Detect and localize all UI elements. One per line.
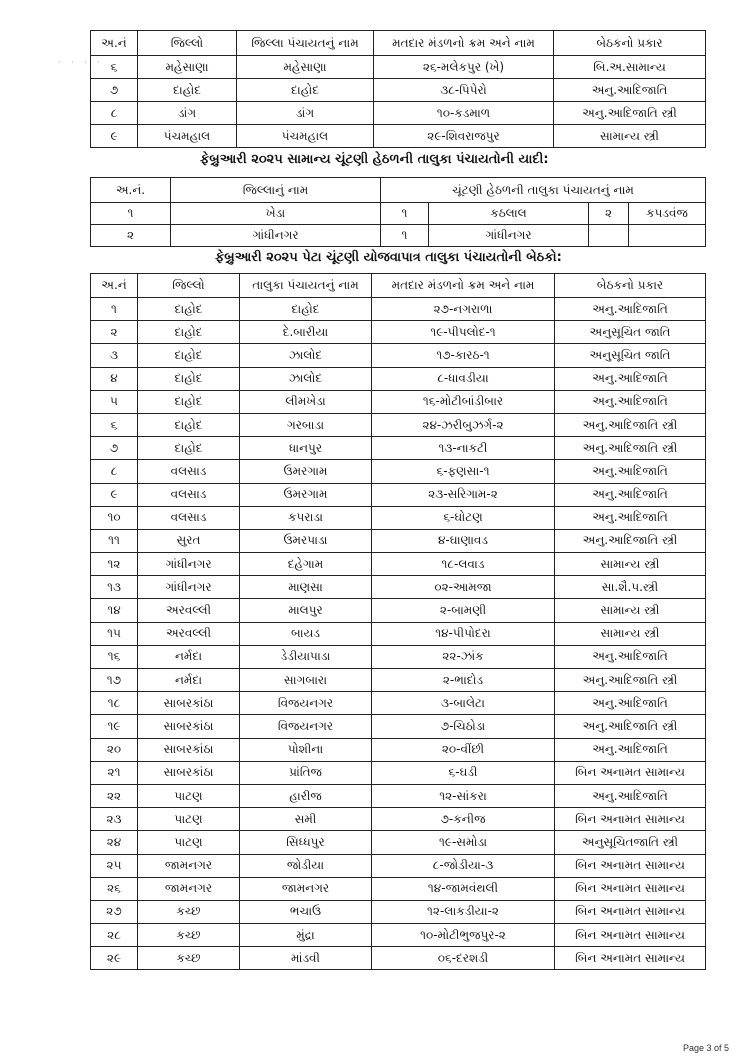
header-district: જિલ્લો bbox=[138, 31, 237, 56]
header-taluka-panchayat: તાલુકા પંચાયતનું નામ bbox=[240, 274, 372, 298]
table-header-row bbox=[91, 31, 706, 56]
constituency-cell: ૧૮-લવાડ bbox=[372, 553, 555, 576]
district-cell: દાહોદ bbox=[138, 298, 240, 321]
constituency-cell: ૪-ઘાણાવડ bbox=[372, 529, 555, 552]
seat-type-cell: બિન અનામત સામાન્ય bbox=[555, 924, 706, 947]
constituency-cell: ૧૪-જામવંથલી bbox=[372, 877, 555, 900]
district-cell: દાહોદ bbox=[138, 413, 240, 436]
taluka-panchayat-cell: હારીજ bbox=[240, 784, 372, 807]
district-cell: વલસાડ bbox=[138, 483, 240, 506]
table-row bbox=[91, 645, 706, 668]
constituency-cell: ૨૩-સરિગામ-૨ bbox=[372, 483, 555, 506]
seat-type-cell: અનુ.આદિજાતિ bbox=[555, 390, 706, 413]
seat-type-cell: અનુસૂચિત જાતિ bbox=[555, 344, 706, 367]
header-taluka-panchayat-name: ચૂંટણી હેઠળની તાલુકા પંચાયતનું નામ bbox=[381, 178, 706, 203]
table-row bbox=[91, 321, 706, 344]
constituency-cell: ૬-ઘડી bbox=[372, 761, 555, 784]
seat-type-cell: બિન અનામત સામાન્ય bbox=[555, 947, 706, 970]
serial-cell: ૧૫ bbox=[91, 622, 138, 645]
taluka-panchayat-cell: માંડવી bbox=[240, 947, 372, 970]
seat-type-cell: અનુ.આદિજાતિ bbox=[555, 692, 706, 715]
table-row bbox=[91, 553, 706, 576]
table-row bbox=[91, 576, 706, 599]
constituency-cell: ૭-ચિઠોડા bbox=[372, 715, 555, 738]
constituency-cell: ૮-ધાવડીયા bbox=[372, 367, 555, 390]
district-cell: વલસાડ bbox=[138, 506, 240, 529]
district-name-cell: ગાંધીનગર bbox=[171, 225, 381, 247]
seat-type-cell: અનુ.આદિજાતિ bbox=[555, 483, 706, 506]
seat-type-cell: સામાન્ય સ્ત્રી bbox=[554, 125, 706, 148]
constituency-cell: ૬-ફણસા-૧ bbox=[372, 460, 555, 483]
taluka-panchayat-cell: બાયડ bbox=[240, 622, 372, 645]
header-serial: અ.નં bbox=[91, 274, 138, 298]
serial-cell: ૨૦ bbox=[91, 738, 138, 761]
taluka-name-a-cell: કઠલાલ bbox=[429, 203, 589, 225]
district-cell: કચ્છ bbox=[138, 947, 240, 970]
seat-type-cell: અનુ.આદિજાતિ bbox=[555, 367, 706, 390]
seat-type-cell: અનુ.આદિજાતિ સ્ત્રી bbox=[555, 669, 706, 692]
serial-cell: ૧૪ bbox=[91, 599, 138, 622]
serial-cell: ૧૭ bbox=[91, 669, 138, 692]
seat-type-cell: બિન અનામત સામાન્ય bbox=[555, 877, 706, 900]
taluka-panchayat-cell: ઝાલોદ bbox=[240, 367, 372, 390]
district-cell: અરવલ્લી bbox=[138, 599, 240, 622]
district-cell: વલસાડ bbox=[138, 460, 240, 483]
serial-cell: ૧ bbox=[91, 203, 171, 225]
serial-cell: ૬ bbox=[91, 56, 138, 79]
district-cell: નર્મદા bbox=[138, 669, 240, 692]
constituency-cell: ૨૯-શિવરાજપુર bbox=[374, 125, 554, 148]
table-row bbox=[91, 692, 706, 715]
serial-cell: ૨૮ bbox=[91, 924, 138, 947]
serial-cell: ૨૧ bbox=[91, 761, 138, 784]
table-row bbox=[91, 203, 706, 225]
taluka-panchayat-cell: દે.બારીયા bbox=[240, 321, 372, 344]
serial-cell: ૧૧ bbox=[91, 529, 138, 552]
seat-type-cell: અનુ.આદિજાતિ bbox=[555, 298, 706, 321]
table-row bbox=[91, 738, 706, 761]
serial-cell: ૧૨ bbox=[91, 553, 138, 576]
seat-type-cell: સામાન્ય સ્ત્રી bbox=[555, 553, 706, 576]
table-row bbox=[91, 761, 706, 784]
taluka-panchayat-cell: ગરબાડા bbox=[240, 413, 372, 436]
header-serial: અ.નં. bbox=[91, 178, 171, 203]
district-cell: સુરત bbox=[138, 529, 240, 552]
header-district-name: જિલ્લાનું નામ bbox=[171, 178, 381, 203]
seat-type-cell: અનુ.આદિજાતિ bbox=[555, 645, 706, 668]
constituency-cell: ૧૩-નાકટી bbox=[372, 437, 555, 460]
taluka-panchayat-cell: સમી bbox=[240, 808, 372, 831]
taluka-by-election-table bbox=[90, 273, 706, 970]
table-row bbox=[91, 622, 706, 645]
table-row bbox=[91, 437, 706, 460]
serial-cell: ૨૩ bbox=[91, 808, 138, 831]
taluka-panchayat-cell: મુંદ્રા bbox=[240, 924, 372, 947]
district-cell: દાહોદ bbox=[138, 367, 240, 390]
constituency-cell: ૧૬-મોટીબાંડીબાર bbox=[372, 390, 555, 413]
constituency-cell: ૨૭-નગરાળા bbox=[372, 298, 555, 321]
seat-type-cell: અનુ.આદિજાતિ સ્ત્રી bbox=[554, 102, 706, 125]
district-cell: ગાંધીનગર bbox=[138, 553, 240, 576]
taluka-panchayat-cell: સિધ્ધપુર bbox=[240, 831, 372, 854]
seat-type-cell: બિન અનામત સામાન્ય bbox=[555, 808, 706, 831]
header-seat-type: બેઠકનો પ્રકાર bbox=[554, 31, 706, 56]
serial-cell: ૧૮ bbox=[91, 692, 138, 715]
seat-type-cell: બિન અનામત સામાન્ય bbox=[555, 761, 706, 784]
district-cell: નર્મદા bbox=[138, 645, 240, 668]
serial-cell: ૧૦ bbox=[91, 506, 138, 529]
seat-type-cell: અનુસૂચિત જાતિ bbox=[555, 321, 706, 344]
serial-cell: ૨૪ bbox=[91, 831, 138, 854]
constituency-cell: ૧૨-સાંકરા bbox=[372, 784, 555, 807]
constituency-cell: ૧૭-કારઠ-૧ bbox=[372, 344, 555, 367]
serial-cell: ૯ bbox=[91, 125, 138, 148]
constituency-cell: ૨૨-ઝાંક bbox=[372, 645, 555, 668]
table-row bbox=[91, 877, 706, 900]
page-number: Page 3 of 5 bbox=[682, 1043, 729, 1053]
taluka-panchayat-cell: દાહોદ bbox=[240, 298, 372, 321]
district-cell: પાટણ bbox=[138, 784, 240, 807]
district-cell: જામનગર bbox=[138, 854, 240, 877]
taluka-serial-a-cell: ૧ bbox=[381, 203, 429, 225]
serial-cell: ૭ bbox=[91, 79, 138, 102]
taluka-panchayat-cell: ધાનપુર bbox=[240, 437, 372, 460]
constituency-cell: ૧૦-કડમાળ bbox=[374, 102, 554, 125]
seat-type-cell: અનુ.આદિજાતિ bbox=[555, 506, 706, 529]
seat-type-cell: અનુ.આદિજાતિ bbox=[554, 79, 706, 102]
constituency-cell: ૧૯-સમોડા bbox=[372, 831, 555, 854]
table-row bbox=[91, 924, 706, 947]
district-cell: ડાંગ bbox=[138, 102, 237, 125]
serial-cell: ૪ bbox=[91, 367, 138, 390]
header-serial: અ.નં bbox=[91, 31, 138, 56]
district-cell: દાહોદ bbox=[138, 437, 240, 460]
table-row bbox=[91, 56, 706, 79]
district-cell: સાબરકાંઠા bbox=[138, 692, 240, 715]
table-row bbox=[91, 808, 706, 831]
table-row bbox=[91, 225, 706, 247]
district-cell: કચ્છ bbox=[138, 900, 240, 923]
district-cell: ગાંધીનગર bbox=[138, 576, 240, 599]
taluka-panchayat-cell: દહેગામ bbox=[240, 553, 372, 576]
district-panchayat-cell: ડાંગ bbox=[237, 102, 374, 125]
table-row bbox=[91, 102, 706, 125]
taluka-name-a-cell: ગાંધીનગર bbox=[429, 225, 589, 247]
serial-cell: ૮ bbox=[91, 460, 138, 483]
district-panchayat-cell: મહેસાણા bbox=[237, 56, 374, 79]
header-constituency: મતદાર મંડળનો ક્રમ અને નામ bbox=[372, 274, 555, 298]
district-cell: મહેસાણા bbox=[138, 56, 237, 79]
table-row bbox=[91, 79, 706, 102]
serial-cell: ૨૫ bbox=[91, 854, 138, 877]
constituency-cell: ૧૦-મોટીભુજપુર-૨ bbox=[372, 924, 555, 947]
serial-cell: ૧૯ bbox=[91, 715, 138, 738]
district-name-cell: ખેડા bbox=[171, 203, 381, 225]
scan-speck: · · · · bbox=[58, 58, 104, 67]
taluka-panchayat-cell: પ્રાંતિજ bbox=[240, 761, 372, 784]
seat-type-cell: સા.શૈ.પ.સ્ત્રી bbox=[555, 576, 706, 599]
constituency-cell: ૦૨-આમજા bbox=[372, 576, 555, 599]
taluka-panchayat-cell: પોશીના bbox=[240, 738, 372, 761]
table-row bbox=[91, 947, 706, 970]
district-cell: અરવલ્લી bbox=[138, 622, 240, 645]
taluka-name-b-cell: કપડવંજ bbox=[629, 203, 706, 225]
table-row bbox=[91, 669, 706, 692]
district-cell: પાટણ bbox=[138, 831, 240, 854]
serial-cell: ૨૭ bbox=[91, 900, 138, 923]
seat-type-cell: અનુ.આદિજાતિ bbox=[555, 784, 706, 807]
district-cell: સાબરકાંઠા bbox=[138, 715, 240, 738]
serial-cell: ૬ bbox=[91, 413, 138, 436]
seat-type-cell: અનુ.આદિજાતિ સ્ત્રી bbox=[555, 529, 706, 552]
header-seat-type: બેઠકનો પ્રકાર bbox=[555, 274, 706, 298]
district-cell: દાહોદ bbox=[138, 79, 237, 102]
taluka-serial-b-cell: ૨ bbox=[589, 203, 629, 225]
taluka-panchayat-cell: જામનગર bbox=[240, 877, 372, 900]
taluka-by-election-heading: ફેબ્રુઆરી ૨૦૨૫ પેટા ચૂંટણી યોજવાપાત્ર તાલુકા પંચાયતોની બેઠકો: bbox=[215, 250, 562, 265]
constituency-cell: ૮-જોડીયા-૩ bbox=[372, 854, 555, 877]
table-row bbox=[91, 344, 706, 367]
taluka-panchayat-cell: ઉમરગામ bbox=[240, 483, 372, 506]
serial-cell: ૨૯ bbox=[91, 947, 138, 970]
table-row bbox=[91, 506, 706, 529]
district-cell: જામનગર bbox=[138, 877, 240, 900]
seat-type-cell: સામાન્ય સ્ત્રી bbox=[555, 599, 706, 622]
district-cell: કચ્છ bbox=[138, 924, 240, 947]
taluka-general-election-table bbox=[90, 177, 706, 247]
table-row bbox=[91, 900, 706, 923]
table-row bbox=[91, 715, 706, 738]
serial-cell: ૧૩ bbox=[91, 576, 138, 599]
seat-type-cell: અનુ.આદિજાતિ સ્ત્રી bbox=[555, 715, 706, 738]
district-cell: દાહોદ bbox=[138, 344, 240, 367]
table-row bbox=[91, 784, 706, 807]
serial-cell: ૫ bbox=[91, 390, 138, 413]
table-row bbox=[91, 854, 706, 877]
constituency-cell: ૨-ભાદોડ bbox=[372, 669, 555, 692]
header-district: જિલ્લો bbox=[138, 274, 240, 298]
seat-type-cell: અનુ.આદિજાતિ bbox=[555, 460, 706, 483]
table-row bbox=[91, 599, 706, 622]
taluka-panchayat-cell: ઉમરગામ bbox=[240, 460, 372, 483]
taluka-panchayat-cell: જોડીયા bbox=[240, 854, 372, 877]
constituency-cell: ૧૯-પીપલોદ-૧ bbox=[372, 321, 555, 344]
taluka-panchayat-cell: વિજયનગર bbox=[240, 692, 372, 715]
serial-cell: ૨૨ bbox=[91, 784, 138, 807]
district-panchayat-cell: પંચમહાલ bbox=[237, 125, 374, 148]
serial-cell: ૭ bbox=[91, 437, 138, 460]
table-row bbox=[91, 529, 706, 552]
serial-cell: ૩ bbox=[91, 344, 138, 367]
district-cell: સાબરકાંઠા bbox=[138, 738, 240, 761]
constituency-cell: ૦૬-દરશડી bbox=[372, 947, 555, 970]
taluka-panchayat-cell: ડેડીયાપાડા bbox=[240, 645, 372, 668]
table-row bbox=[91, 483, 706, 506]
seat-type-cell: અનુ.આદિજાતિ સ્ત્રી bbox=[555, 413, 706, 436]
constituency-cell: ૩૮-પિપેરો bbox=[374, 79, 554, 102]
constituency-cell: ૧૪-પીપોદરા bbox=[372, 622, 555, 645]
taluka-panchayat-cell: વિજયનગર bbox=[240, 715, 372, 738]
district-cell: પંચમહાલ bbox=[138, 125, 237, 148]
district-cell: સાબરકાંઠા bbox=[138, 761, 240, 784]
seat-type-cell: અનુસૂચિતજાતિ સ્ત્રી bbox=[555, 831, 706, 854]
taluka-serial-a-cell: ૧ bbox=[381, 225, 429, 247]
taluka-panchayat-cell: સાગબારા bbox=[240, 669, 372, 692]
seat-type-cell: અનુ.આદિજાતિ સ્ત્રી bbox=[555, 437, 706, 460]
serial-cell: ૧ bbox=[91, 298, 138, 321]
district-cell: પાટણ bbox=[138, 808, 240, 831]
seat-type-cell: સામાન્ય સ્ત્રી bbox=[555, 622, 706, 645]
taluka-serial-b-cell bbox=[589, 225, 629, 247]
constituency-cell: ૨૦-વીંછી bbox=[372, 738, 555, 761]
taluka-name-b-cell bbox=[629, 225, 706, 247]
seat-type-cell: બિન અનામત સામાન્ય bbox=[555, 900, 706, 923]
taluka-panchayat-cell: ઉમરપાડા bbox=[240, 529, 372, 552]
taluka-panchayat-cell: ઝાલોદ bbox=[240, 344, 372, 367]
constituency-cell: ૨૪-ઝરીબુઝર્ગ-૨ bbox=[372, 413, 555, 436]
district-panchayat-cell: દાહોદ bbox=[237, 79, 374, 102]
table-row bbox=[91, 413, 706, 436]
table-header-row bbox=[91, 178, 706, 203]
taluka-panchayat-cell: માણસા bbox=[240, 576, 372, 599]
constituency-cell: ૨-બામણી bbox=[372, 599, 555, 622]
constituency-cell: ૧૨-લાકડીયા-૨ bbox=[372, 900, 555, 923]
table-row bbox=[91, 460, 706, 483]
serial-cell: ૨ bbox=[91, 225, 171, 247]
constituency-cell: ૬-ઘોટણ bbox=[372, 506, 555, 529]
district-cell: દાહોદ bbox=[138, 390, 240, 413]
header-district-panchayat: જિલ્લા પંચાયતનું નામ bbox=[237, 31, 374, 56]
serial-cell: ૮ bbox=[91, 102, 138, 125]
district-panchayat-table bbox=[90, 30, 706, 148]
taluka-panchayat-cell: લીમખેડા bbox=[240, 390, 372, 413]
constituency-cell: ૭-કનીજ bbox=[372, 808, 555, 831]
table-row bbox=[91, 367, 706, 390]
table-row bbox=[91, 390, 706, 413]
constituency-cell: ૨૬-મલેકપુર (ખે) bbox=[374, 56, 554, 79]
table-row bbox=[91, 125, 706, 148]
table-header-row bbox=[91, 274, 706, 298]
serial-cell: ૨૬ bbox=[91, 877, 138, 900]
serial-cell: ૯ bbox=[91, 483, 138, 506]
table-row bbox=[91, 298, 706, 321]
taluka-panchayat-cell: કપરાડા bbox=[240, 506, 372, 529]
constituency-cell: ૩-બાલેટા bbox=[372, 692, 555, 715]
taluka-panchayat-cell: માલપુર bbox=[240, 599, 372, 622]
taluka-panchayat-cell: ભચાઉ bbox=[240, 900, 372, 923]
serial-cell: ૨ bbox=[91, 321, 138, 344]
seat-type-cell: બિન અનામત સામાન્ય bbox=[555, 854, 706, 877]
serial-cell: ૧૬ bbox=[91, 645, 138, 668]
taluka-general-election-heading: ફેબ્રુઆરી ૨૦૨૫ સામાન્ય ચૂંટણી હેઠળની તાલુકા પંચાયતોની યાદી: bbox=[200, 152, 549, 167]
header-constituency: મતદાર મંડળનો ક્રમ અને નામ bbox=[374, 31, 554, 56]
seat-type-cell: અનુ.આદિજાતિ bbox=[555, 738, 706, 761]
district-cell: દાહોદ bbox=[138, 321, 240, 344]
table-row bbox=[91, 831, 706, 854]
seat-type-cell: બિ.અ.સામાન્ય bbox=[554, 56, 706, 79]
